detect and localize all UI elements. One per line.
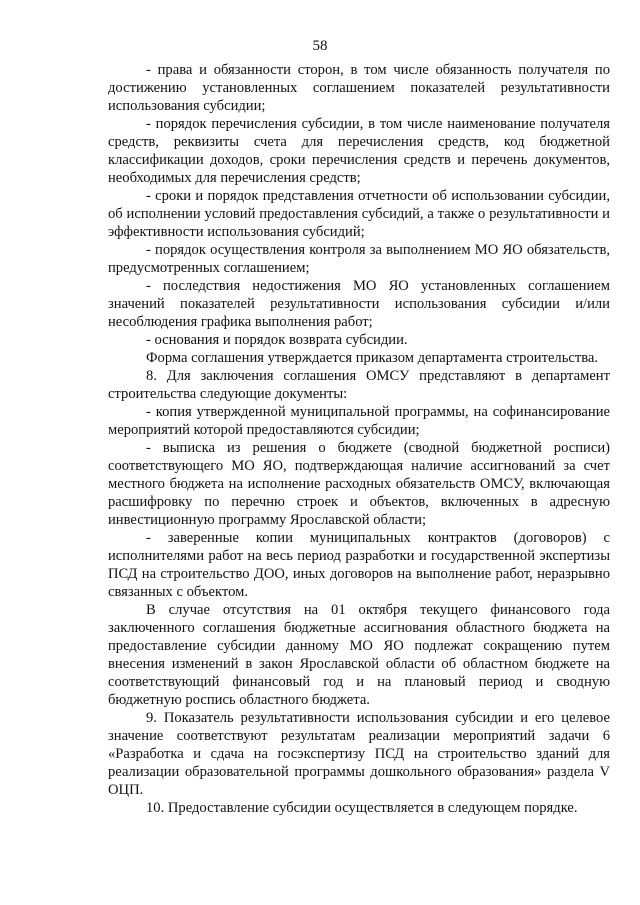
paragraph: - права и обязанности сторон, в том числе обязанность получателя по достижению установленных соглашением показателей результативности использования субсидии;	[108, 62, 610, 114]
paragraph: - порядок перечисления субсидии, в том числе наименование получателя средств, реквизиты счета для перечисления средств, код бюджетной классификации доходов, сроки перечисления средств и перечень документов, необходимых для перечисления средств;	[108, 116, 610, 186]
paragraph: - выписка из решения о бюджете (сводной бюджетной росписи) соответствующего МО ЯО, подтверждающая наличие ассигнований за счет местного бюджета на исполнение расходных обязательств ОМСУ, включающая расшифровку по перечню строек и объектов, включенных в адресную инвестиционную программу Ярославской области;	[108, 440, 610, 528]
paragraph: - сроки и порядок представления отчетности об использовании субсидии, об исполнении условий предоставления субсидий, а также о результативности и эффективности использования субсидий;	[108, 188, 610, 240]
paragraph: Форма соглашения утверждается приказом департамента строительства.	[146, 350, 599, 366]
paragraph: - копия утвержденной муниципальной программы, на софинансирование мероприятий которой предоставляются субсидии;	[108, 404, 610, 438]
paragraph: - заверенные копии муниципальных контрактов (договоров) с исполнителями работ на весь период разработки и государственной экспертизы ПСД на строительство ДОО, иных договоров на выполнение работ, неразрывно связанных с объектом.	[108, 530, 610, 600]
paragraph: 9. Показатель результативности использования субсидии и его целевое значение соответствуют результатам реализации мероприятий задачи 6 «Разработка и сдача на госэкспертизу ПСД на строительство зданий для реализации образовательной программы дошкольного образования» раздела V ОЦП.	[108, 710, 610, 798]
page-number: 58	[312, 38, 328, 54]
paragraph: 10. Предоставление субсидии осуществляется в следующем порядке.	[146, 800, 578, 816]
paragraph: - последствия недостижения МО ЯО установленных соглашением значений показателей результативности использования субсидии и/или несоблюдения графика выполнения работ;	[108, 278, 610, 330]
document-body	[108, 61, 610, 817]
paragraph: - порядок осуществления контроля за выполнением МО ЯО обязательств, предусмотренных соглашением;	[108, 242, 610, 276]
paragraph: В случае отсутствия на 01 октября текущего финансового года заключенного соглашения бюджетные ассигнования областного бюджета на предоставление субсидии данному МО ЯО подлежат сокращению путем внесения изменений в закон Ярославской области об областном бюджете на соответствующий финансовый год и на плановый период и сводную бюджетную роспись областного бюджета.	[108, 602, 610, 708]
paragraph: - основания и порядок возврата субсидии.	[146, 332, 408, 348]
paragraph: 8. Для заключения соглашения ОМСУ представляют в департамент строительства следующие документы:	[108, 368, 610, 402]
